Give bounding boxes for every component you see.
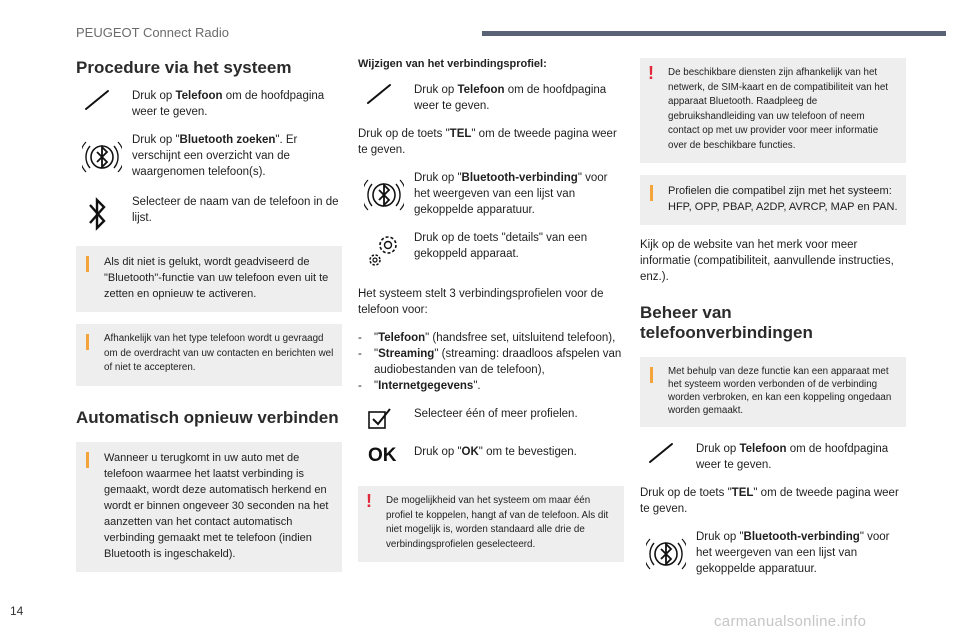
step-select-profiles: Selecteer één of meer profielen. <box>358 406 624 432</box>
info-mark <box>86 256 89 272</box>
header-bar <box>482 31 946 36</box>
bluetooth-search-icon <box>358 170 414 216</box>
text-tel-key-2: Druk op de toets "TEL" om de tweede pagina weer te geven. <box>640 487 899 515</box>
bluetooth-search-icon <box>640 529 696 575</box>
info-note-bluetooth-reset: Als dit niet is gelukt, wordt geadviseerd de "Bluetooth"-functie van uw telefoon even uit te zetten en opnieuw te activeren. <box>76 246 342 312</box>
checkbox-icon <box>358 406 414 432</box>
step-bluetooth-connection: Druk op "Bluetooth-verbinding" voor het weergeven van een lijst van gekoppelde apparatuur. <box>358 170 624 218</box>
text-website: Kijk op de website van het merk voor meer informatie (compatibiliteit, aanvullende instructies, enz.). <box>640 239 894 283</box>
warning-mark: ! <box>648 63 654 83</box>
step-details: Druk op de toets "details" van een gekoppeld apparaat. <box>358 230 624 270</box>
gear-icon <box>358 230 414 270</box>
warning-note-services: ! De beschikbare diensten zijn afhankelijk van het netwerk, de SIM-kaart en de compatibiliteit van het apparaat Bluetooth. Raadpleeg de gebruikshandleiding van uw telefoon of neem contact op met uw provider voor meer informatie over de beschikbare functies. <box>640 58 906 163</box>
tap-icon <box>640 441 696 465</box>
section-title-procedure: Procedure via het systeem <box>76 58 292 77</box>
section-title-manage: Beheer van telefoonverbindingen <box>640 303 813 342</box>
info-note-auto-reconnect: Wanneer u terugkomt in uw auto met de telefoon waarmee het laatst verbinding is gemaakt, wordt deze automatisch herkend en wordt er binnen ongeveer 30 seconden na het aanzetten van het contact automatisch verbinding gemaakt met te telefoon (indien Bluetooth is ingeschakeld). <box>76 442 342 572</box>
info-mark <box>86 452 89 468</box>
bluetooth-search-icon <box>76 132 132 178</box>
tap-icon <box>358 82 414 106</box>
list-item: - "Internetgegevens". <box>358 380 481 392</box>
warning-note-profile: ! De mogelijkheid van het systeem om maar één profiel te koppelen, hangt af van de telefoon. Als dit niet mogelijk is, worden standaard alle drie de verbindingsprofielen geselecteerd. <box>358 486 624 562</box>
list-item: - "Telefoon" (handsfree set, uitsluitend telefoon), <box>358 332 616 344</box>
profile-list <box>358 330 624 394</box>
info-note-compatible-profiles: Profielen die compatibel zijn met het systeem: HFP, OPP, PBAP, A2DP, AVRCP, MAP en PAN. <box>640 175 906 225</box>
info-note-contacts: Afhankelijk van het type telefoon wordt u gevraagd om de overdracht van uw contacten en berichten wel of niet te accepteren. <box>76 324 342 386</box>
info-mark <box>650 185 653 201</box>
section-title-auto-reconnect: Automatisch opnieuw verbinden <box>76 407 339 427</box>
info-note-manage: Met behulp van deze functie kan een apparaat met het systeem worden verbonden of de verbinding worden verbroken, en kan een koppeling ongedaan worden gemaakt. <box>640 357 906 427</box>
column-1 <box>76 58 342 584</box>
step-bluetooth-connection-2: Druk op "Bluetooth-verbinding" voor het weergeven van een lijst van gekoppelde apparatuur. <box>640 529 906 577</box>
bluetooth-icon <box>76 194 132 234</box>
tap-icon <box>76 88 132 112</box>
column-2 <box>358 58 624 574</box>
step-bluetooth-search: Druk op "Bluetooth zoeken". Er verschijnt een overzicht van de waargenomen telefoon(s). <box>76 132 342 180</box>
subtitle-profile: Wijzigen van het verbindingsprofiel: <box>358 58 547 70</box>
header-title: PEUGEOT Connect Radio <box>76 25 229 40</box>
page-number: 14 <box>10 604 24 618</box>
step-tap-telefoon-3: Druk op Telefoon om de hoofdpagina weer te geven. <box>640 441 906 473</box>
info-mark <box>86 334 89 350</box>
step-tap-telefoon: Druk op Telefoon om de hoofdpagina weer te geven. <box>76 88 342 120</box>
step-confirm-ok: OK Druk op "OK" om te bevestigen. <box>358 444 624 468</box>
text-tel-key: Druk op de toets "TEL" om de tweede pagina weer te geven. <box>358 128 617 156</box>
step-tap-telefoon-2: Druk op Telefoon om de hoofdpagina weer te geven. <box>358 82 624 114</box>
column-3 <box>640 58 906 589</box>
list-item: - "Streaming" (streaming: draadloos afspelen van audiobestanden van de telefoon), <box>358 348 622 376</box>
watermark: carmanualsonline.info <box>714 613 867 630</box>
text-profiles-intro: Het systeem stelt 3 verbindingsprofielen voor de telefoon voor: <box>358 288 604 316</box>
step-select-phone: Selecteer de naam van de telefoon in de lijst. <box>76 194 342 234</box>
info-mark <box>650 367 653 383</box>
warning-mark: ! <box>366 491 372 511</box>
ok-icon: OK <box>368 445 397 466</box>
